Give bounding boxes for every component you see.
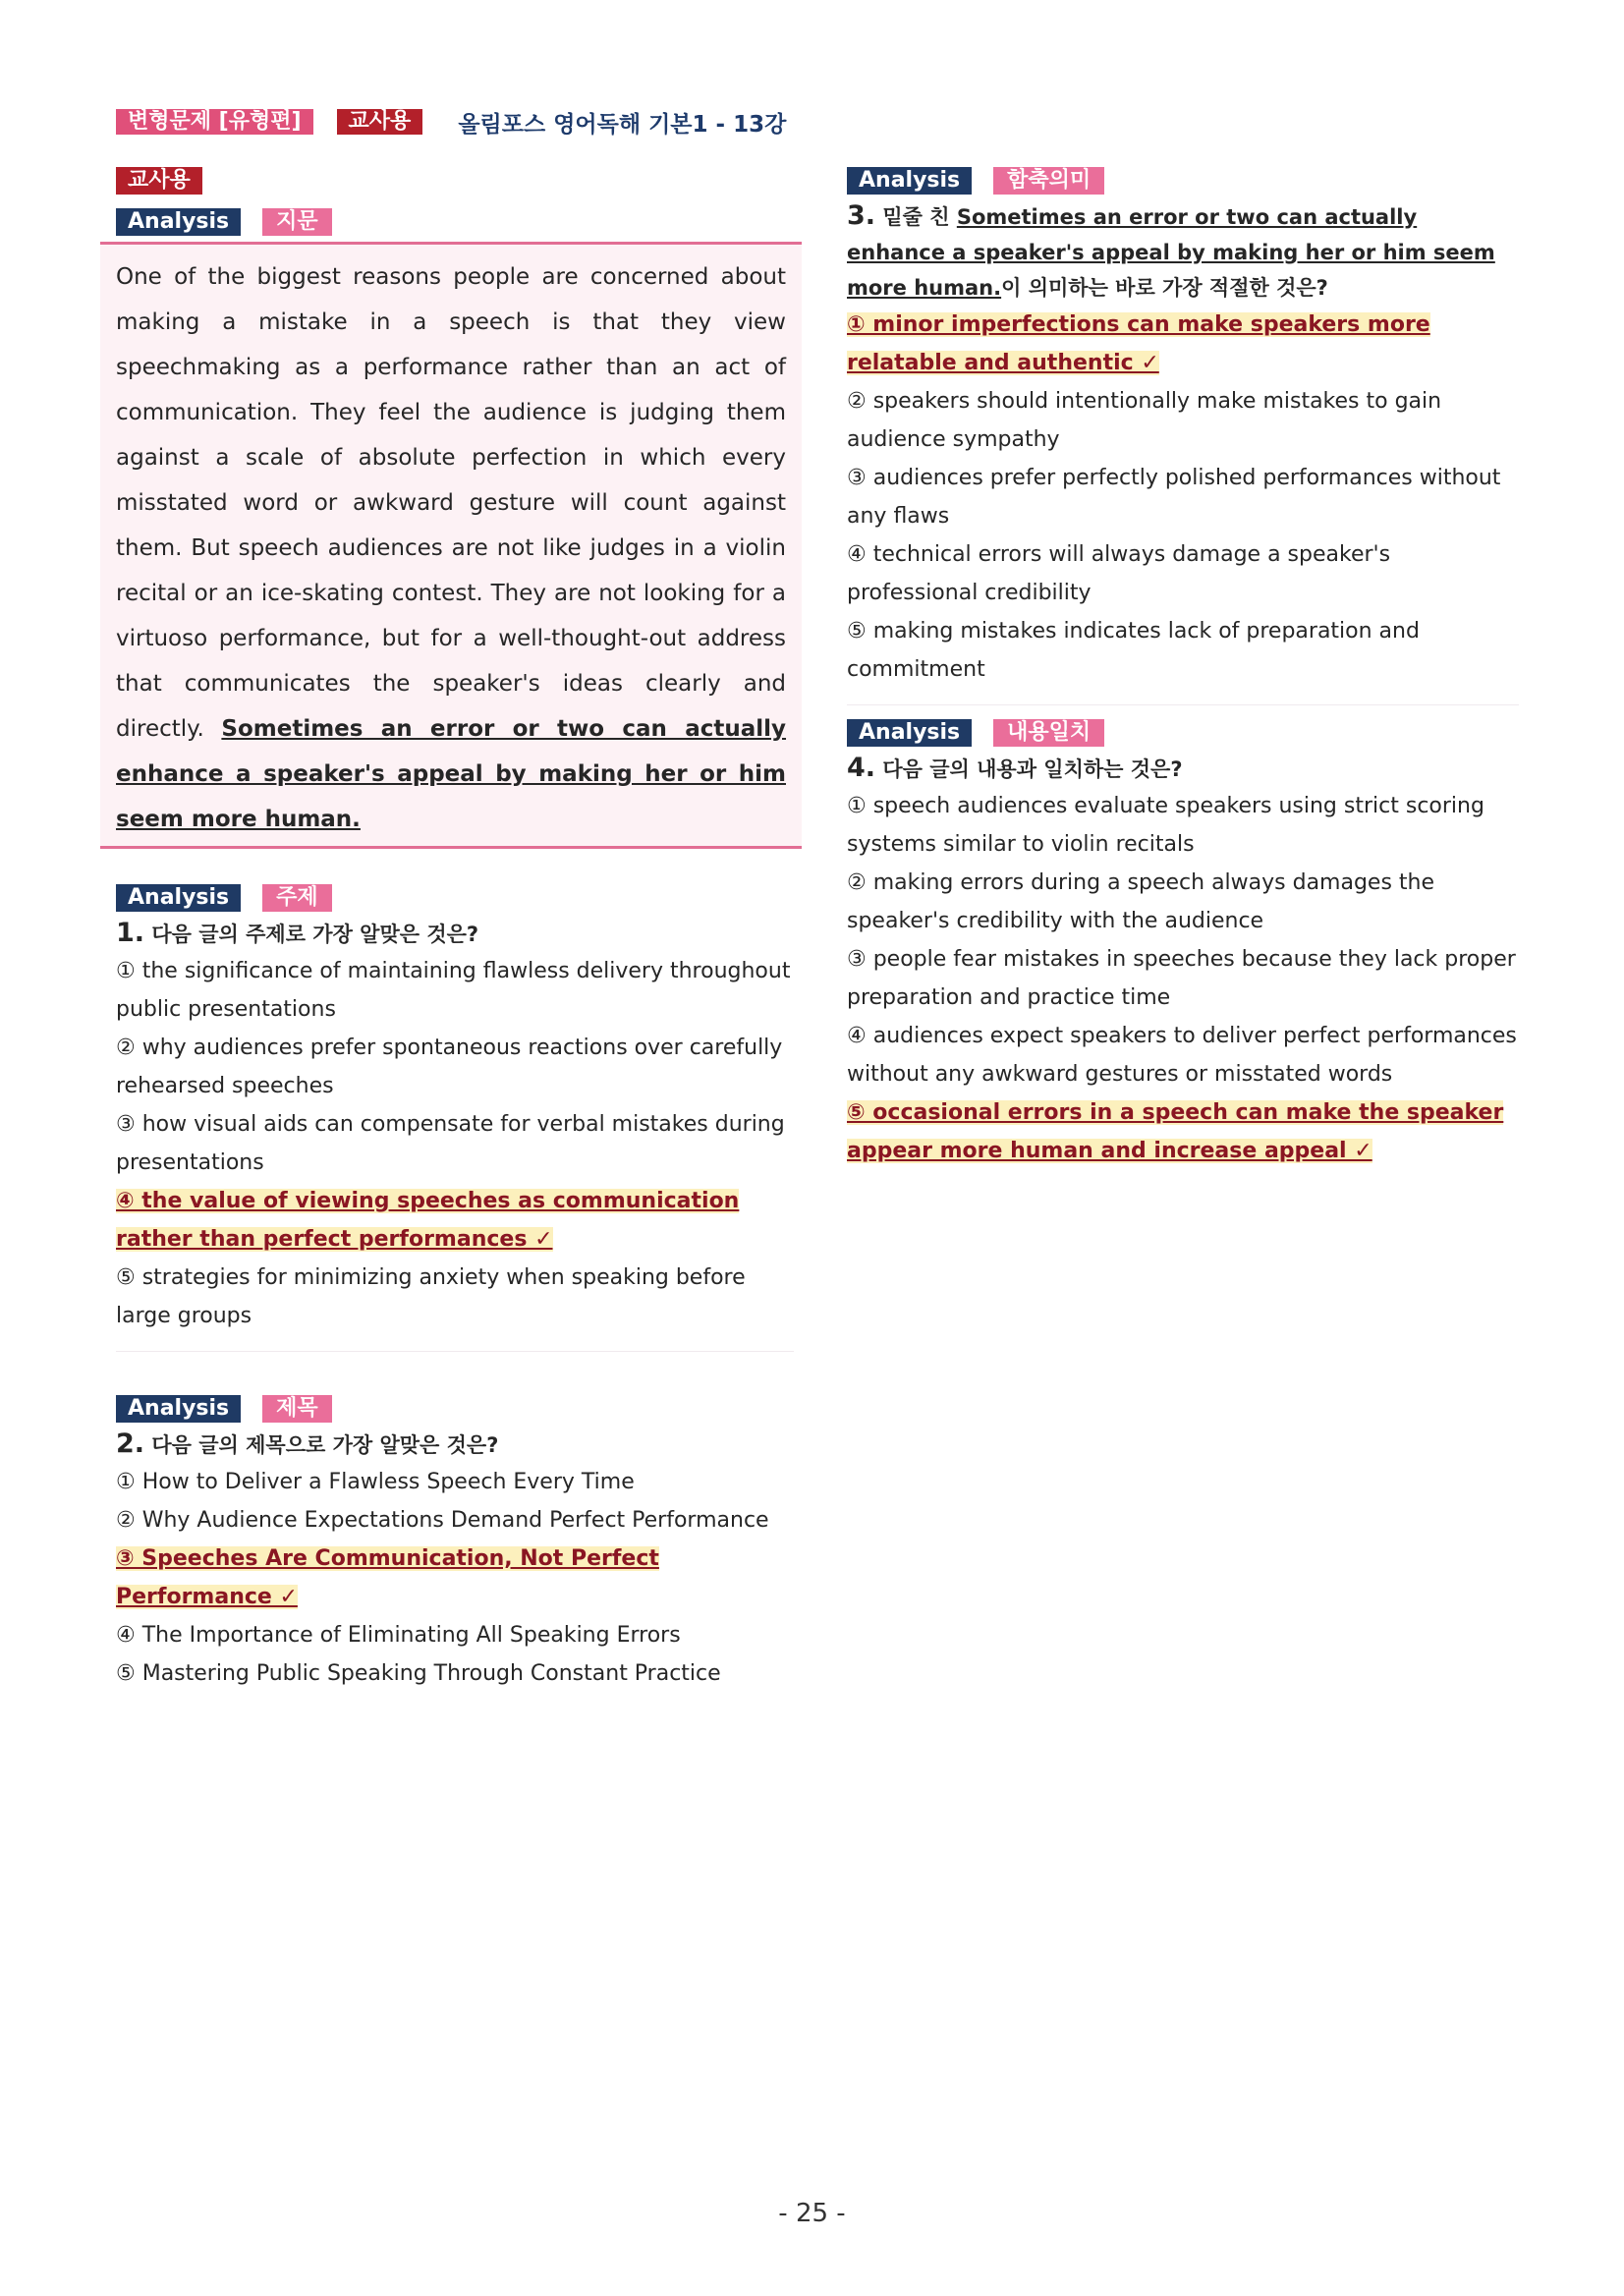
- q4-option-2[interactable]: ② making errors during a speech always damages the speaker's credibility with the audience: [847, 870, 1435, 933]
- q3-option-2[interactable]: ② speakers should intentionally make mistakes to gain audience sympathy: [847, 389, 1442, 452]
- page-number: - 25 -: [778, 2199, 846, 2228]
- passage-body: One of the biggest reasons people are concerned about making a mistake in a speech is that they view speechmaking as a performance rather than an act of communication. They feel the audience is judging them against a scale of absolute perfection in which every misstated word or awkward gesture will count against them. But speech audiences are not like judges in a violin recital or an ice-skating contest. They are not looking for a virtuoso performance, but for a well-thought-out address that communicates the speaker's ideas clearly and directly.: [116, 264, 786, 742]
- q2-section-header: [116, 1395, 794, 1423]
- passage-box: [100, 242, 802, 849]
- teacher-label: 교사용: [116, 167, 202, 195]
- q4-option-5-answer[interactable]: [847, 1093, 1519, 1170]
- passage-underlined-sentence: Sometimes an error or two can actually enhance a speaker's appeal by making her or him seem more human.: [116, 716, 787, 832]
- analysis-tag: Analysis: [116, 1395, 241, 1423]
- q3-suffix: 이 의미하는 바로 가장 적절한 것은?: [1001, 276, 1328, 300]
- q2-answer-text: ③ Speeches Are Communication, Not Perfect Performance ✓: [116, 1546, 659, 1609]
- q1-prompt: [116, 916, 794, 952]
- question-4: [847, 719, 1519, 1170]
- teacher-tag: 교사용: [337, 109, 423, 135]
- q2-option-2[interactable]: ② Why Audience Expectations Demand Perfect Performance: [116, 1508, 769, 1533]
- q4-kind-tag: 내용일치: [993, 719, 1104, 747]
- analysis-tag: Analysis: [116, 884, 241, 912]
- q2-prompt-text: 다음 글의 제목으로 가장 알맞은 것은?: [151, 1433, 499, 1457]
- question-1: [116, 884, 794, 1366]
- q4-option-4[interactable]: ④ audiences expect speakers to deliver perfect performances without any awkward gestures or misstated words: [847, 1024, 1517, 1087]
- q1-option-2[interactable]: ② why audiences prefer spontaneous reactions over carefully rehearsed speeches: [116, 1036, 783, 1098]
- q2-prompt: [116, 1427, 794, 1463]
- q2-number: 2.: [116, 1428, 145, 1459]
- q3-option-3[interactable]: ③ audiences prefer perfectly polished performances without any flaws: [847, 466, 1501, 529]
- analysis-tag: Analysis: [847, 719, 972, 747]
- section-divider: [847, 704, 1519, 705]
- q3-section-header: [847, 167, 1519, 195]
- q3-underlined-sentence: Sometimes an error or two can actually enhance a speaker's appeal by making her or him seem more human.: [847, 205, 1495, 300]
- q1-kind-tag: 주제: [262, 884, 332, 912]
- analysis-tag: Analysis: [847, 167, 972, 195]
- q1-option-3[interactable]: ③ how visual aids can compensate for verbal mistakes during presentations: [116, 1112, 785, 1175]
- document-title: 올림포스 영어독해 기본1 - 13강: [458, 111, 787, 138]
- passage-kind-tag: 지문: [262, 208, 332, 236]
- q3-option-5[interactable]: ⑤ making mistakes indicates lack of preparation and commitment: [847, 619, 1420, 682]
- q4-answer-text: ⑤ occasional errors in a speech can make the speaker appear more human and increase appeal ✓: [847, 1100, 1504, 1163]
- q2-option-1[interactable]: ① How to Deliver a Flawless Speech Every Time: [116, 1470, 635, 1494]
- q4-option-3[interactable]: ③ people fear mistakes in speeches because they lack proper preparation and practice time: [847, 947, 1516, 1010]
- question-2: [116, 1395, 794, 1693]
- q3-prefix: 밑줄 친: [882, 205, 950, 229]
- passage-text: [116, 254, 786, 842]
- q1-section-header: [116, 884, 794, 912]
- q3-number: 3.: [847, 200, 876, 231]
- left-column: [116, 167, 804, 1686]
- section-divider: [116, 1351, 794, 1352]
- q2-option-3-answer[interactable]: [116, 1540, 794, 1616]
- q4-prompt-text: 다음 글의 내용과 일치하는 것은?: [882, 757, 1183, 781]
- q1-prompt-text: 다음 글의 주제로 가장 알맞은 것은?: [151, 923, 479, 946]
- q4-number: 4.: [847, 753, 876, 783]
- q3-answer-text: ① minor imperfections can make speakers more relatable and authentic ✓: [847, 312, 1430, 375]
- right-column: [847, 167, 1519, 1170]
- q1-option-1[interactable]: ① the significance of maintaining flawless delivery throughout public presentations: [116, 959, 791, 1022]
- q4-option-1[interactable]: ① speech audiences evaluate speakers using strict scoring systems similar to violin recitals: [847, 794, 1484, 857]
- q1-option-5[interactable]: ⑤ strategies for minimizing anxiety when speaking before large groups: [116, 1265, 746, 1328]
- passage-section-header: [116, 208, 804, 236]
- analysis-tag: Analysis: [116, 208, 241, 236]
- q3-kind-tag: 함축의미: [993, 167, 1104, 195]
- q1-number: 1.: [116, 918, 145, 948]
- q4-section-header: [847, 719, 1519, 747]
- q4-prompt: [847, 751, 1519, 787]
- q1-option-4-answer[interactable]: [116, 1182, 794, 1259]
- q2-kind-tag: 제목: [262, 1395, 332, 1423]
- q3-prompt: [847, 198, 1519, 306]
- q2-option-4[interactable]: ④ The Importance of Eliminating All Speaking Errors: [116, 1623, 681, 1648]
- q3-option-4[interactable]: ④ technical errors will always damage a speaker's professional credibility: [847, 542, 1391, 605]
- type-tag: 변형문제 [유형편]: [116, 109, 313, 135]
- question-3: [847, 167, 1519, 705]
- q2-option-5[interactable]: ⑤ Mastering Public Speaking Through Constant Practice: [116, 1661, 721, 1686]
- q1-answer-text: ④ the value of viewing speeches as communication rather than perfect performances ✓: [116, 1189, 740, 1252]
- q3-option-1-answer[interactable]: [847, 306, 1519, 382]
- document-header: [116, 106, 786, 138]
